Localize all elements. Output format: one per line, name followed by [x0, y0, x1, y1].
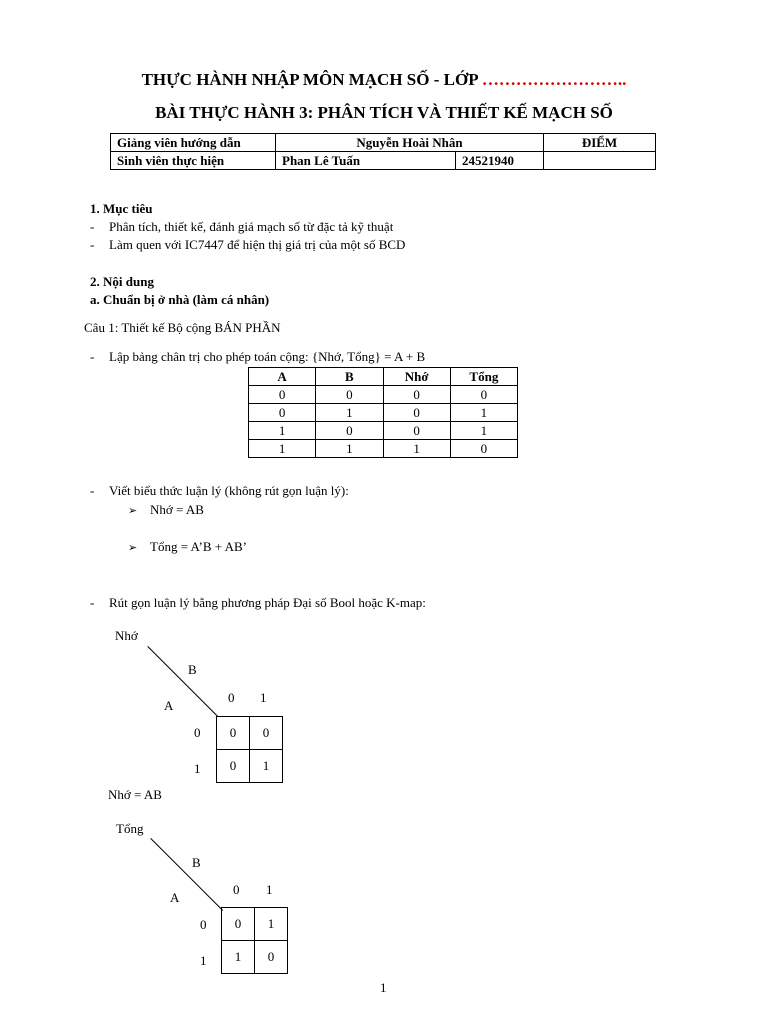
table-cell: 1: [450, 404, 517, 422]
table-header-row: [249, 368, 518, 386]
expression-intro: Viết biểu thức luận lý (không rút gọn luận lý):: [109, 483, 349, 498]
arrow-bullet-icon: ➢: [128, 542, 138, 554]
table-row: [217, 750, 283, 783]
student-id: 24521940: [456, 152, 544, 170]
truth-table: [248, 367, 518, 458]
table-cell: 0: [450, 386, 517, 404]
score-label: ĐIỂM: [544, 134, 656, 152]
truth-table-intro: Lập bảng chân trị cho phép toán cộng: {Nhớ, Tổng} = A + B: [109, 349, 426, 364]
kmap-sum-name: Tổng: [116, 821, 144, 836]
kmap-cell: 1: [250, 750, 283, 783]
info-table: [110, 133, 656, 170]
kmap-cell: 0: [217, 717, 250, 750]
table-row: [222, 941, 288, 974]
sum-expression-text: Tổng = A’B + AB’: [150, 539, 248, 554]
kmap-col-head: 1: [266, 882, 273, 897]
table-cell: 1: [316, 440, 383, 458]
kmap-var-a: A: [170, 890, 180, 905]
kmap-carry-result: Nhớ = AB: [108, 787, 162, 802]
bullet-dash: -: [90, 483, 95, 498]
table-cell: 0: [383, 386, 450, 404]
kmap-row-head: 1: [194, 761, 201, 776]
table-row: [111, 134, 656, 152]
kmap-cell: 0: [222, 908, 255, 941]
table-row: [249, 440, 518, 458]
table-row: [249, 422, 518, 440]
arrow-bullet-icon: ➢: [128, 505, 138, 517]
simplify-intro: Rút gọn luận lý bằng phương pháp Đại số Bool hoặc K-map:: [109, 595, 426, 610]
table-cell: 0: [316, 386, 383, 404]
score-value: [544, 152, 656, 170]
kmap-col-head: 0: [233, 882, 240, 897]
table-cell: 0: [249, 386, 316, 404]
kmap-col-head: 0: [228, 690, 235, 705]
student-name: Phan Lê Tuấn: [276, 152, 456, 170]
instructor-name: Nguyễn Hoài Nhân: [276, 134, 544, 152]
kmap-cell: 0: [250, 717, 283, 750]
table-cell: 1: [383, 440, 450, 458]
kmap-carry-name: Nhớ: [115, 628, 138, 643]
kmap-diagonal-line: [150, 838, 223, 911]
class-blank: ……………………..: [481, 70, 627, 89]
kmap-cell: 1: [255, 908, 288, 941]
objective-text: Phân tích, thiết kế, đánh giá mạch số từ đặc tả kỹ thuật: [109, 219, 394, 234]
kmap-carry-grid: [216, 716, 283, 783]
column-header: A: [249, 368, 316, 386]
kmap-col-head: 1: [260, 690, 267, 705]
kmap-cell: 0: [255, 941, 288, 974]
sum-expression: [128, 539, 248, 555]
kmap-row-head: 0: [194, 725, 201, 740]
column-header: Nhớ: [383, 368, 450, 386]
kmap-row-head: 1: [200, 953, 207, 968]
section-1-heading: 1. Mục tiêu: [90, 201, 153, 216]
objective-text: Làm quen với IC7447 để hiện thị giá trị của một số BCD: [109, 237, 406, 252]
list-item: [90, 219, 394, 235]
document-subtitle: BÀI THỰC HÀNH 3: PHÂN TÍCH VÀ THIẾT KẾ MẠCH SỐ: [155, 103, 613, 122]
page-number: 1: [380, 980, 387, 995]
list-item: [90, 237, 406, 253]
kmap-row-head: 0: [200, 917, 207, 932]
table-row: [249, 386, 518, 404]
table-cell: 0: [383, 404, 450, 422]
table-cell: 0: [383, 422, 450, 440]
list-item: [90, 483, 349, 499]
table-cell: 1: [450, 422, 517, 440]
document-title: [0, 70, 768, 90]
kmap-cell: 1: [222, 941, 255, 974]
list-item: [90, 349, 426, 365]
kmap-var-b: B: [192, 855, 201, 870]
table-row: [217, 717, 283, 750]
table-row: [111, 152, 656, 170]
bullet-dash: -: [90, 237, 95, 252]
instructor-label: Giảng viên hướng dẫn: [111, 134, 276, 152]
bullet-dash: -: [90, 219, 95, 234]
table-cell: 0: [450, 440, 517, 458]
table-row: [222, 908, 288, 941]
subsection-a-heading: a. Chuẩn bị ở nhà (làm cá nhân): [90, 292, 270, 307]
column-header: B: [316, 368, 383, 386]
kmap-cell: 0: [217, 750, 250, 783]
kmap-var-a: A: [164, 698, 174, 713]
list-item: [90, 595, 426, 611]
carry-expression-text: Nhớ = AB: [150, 502, 204, 517]
table-cell: 1: [249, 422, 316, 440]
question-1: Câu 1: Thiết kế Bộ cộng BÁN PHẦN: [84, 320, 281, 335]
kmap-diagonal-line: [147, 646, 218, 717]
kmap-var-b: B: [188, 662, 197, 677]
bullet-dash: -: [90, 595, 95, 610]
bullet-dash: -: [90, 349, 95, 364]
section-2-heading: 2. Nội dung: [90, 274, 154, 289]
table-cell: 1: [316, 404, 383, 422]
carry-expression: [128, 502, 204, 518]
table-cell: 0: [249, 404, 316, 422]
table-row: [249, 404, 518, 422]
table-cell: 1: [249, 440, 316, 458]
table-cell: 0: [316, 422, 383, 440]
column-header: Tổng: [450, 368, 517, 386]
kmap-sum-grid: [221, 907, 288, 974]
title-text: THỰC HÀNH NHẬP MÔN MẠCH SỐ - LỚP: [141, 70, 478, 89]
student-label: Sinh viên thực hiện: [111, 152, 276, 170]
